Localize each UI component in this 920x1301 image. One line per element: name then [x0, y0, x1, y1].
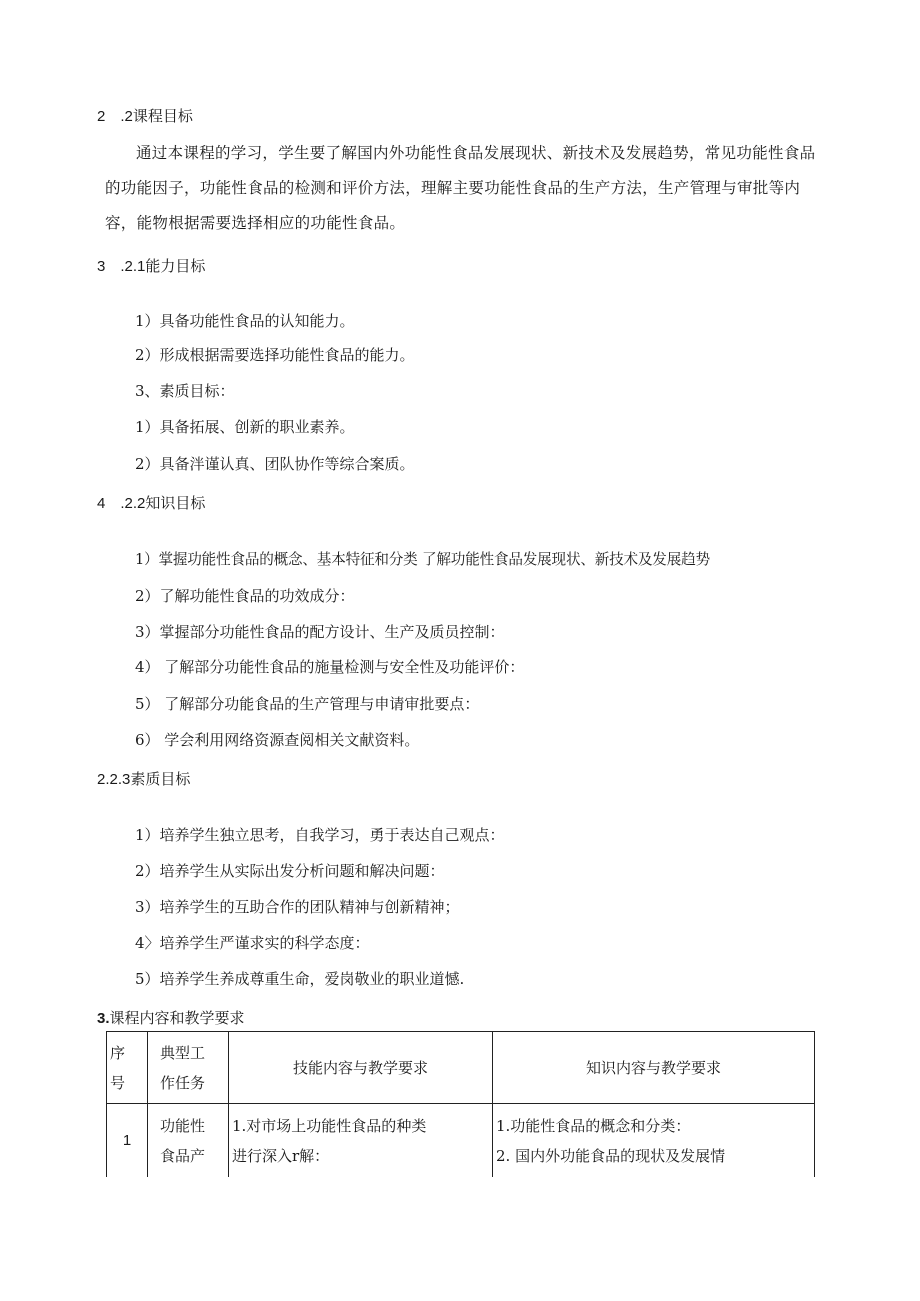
section-2-2-1-heading — [97, 256, 205, 277]
list-item: 4） 了解部分功能性食品的施量检测与安全性及功能评价： — [135, 658, 525, 676]
list-item: 1）掌握功能性食品的概念、基本特征和分类 了解功能性食品发展现状、新技术及发展趋势 — [135, 551, 710, 568]
section-2-2-1-title: 能力目标 — [145, 257, 206, 275]
list-item: 5） 了解部分功能食品的生产管理与申请审批要点： — [135, 695, 480, 713]
header-task-line2: 作任务 — [160, 1074, 206, 1092]
list-item: 5）培养学生养成尊重生命，爱岗敬业的职业道憾. — [135, 970, 465, 988]
row-knowledge-line1: 1.功能性食品的概念和分类： — [496, 1117, 691, 1135]
list-item: 2）具备泮谨认真、团队协作等综合案质。 — [135, 455, 415, 473]
section-3-heading — [97, 1008, 245, 1029]
section-2-2-3-number: 2.2.3 — [97, 771, 131, 788]
row-seq-value: 1 — [122, 1132, 132, 1150]
row-knowledge — [493, 1104, 815, 1177]
list-item: 1）培养学生独立思考，自我学习，勇于表达自己观点： — [135, 826, 505, 844]
row-skill-line2: 进行深入r解： — [232, 1147, 330, 1165]
row-task-line2: 食品产 — [160, 1147, 206, 1165]
list-item: 4〉培养学生严谨求实的科学态度： — [135, 934, 370, 952]
list-item: 3、素质目标： — [135, 382, 235, 400]
list-item: 3）培养学生的互助合作的团队精神与创新精神； — [135, 898, 460, 916]
row-knowledge-line2: 2. 国内外功能食品的现状及发展情 — [496, 1147, 726, 1165]
row-skill-line1: 1.对市场上功能性食品的种类 — [232, 1117, 427, 1135]
header-task-line1: 典型工 — [160, 1044, 206, 1062]
section-2-2-1-number: 3 .2.1 — [97, 258, 146, 275]
row-skill — [229, 1104, 493, 1177]
section-2-2-paragraph: 通过本课程的学习，学生要了解国内外功能性食品发展现状、新技术及发展趋势，常见功能性食品的功能因子，功能性食品的检测和评价方法，理解主要功能性食品的生产方法，生产管理与审批等内容，能物根据需要选择相应的功能性食品。 — [105, 144, 816, 232]
list-item: 2）培养学生从实际出发分析问题和解决问题： — [135, 862, 445, 880]
table-header-row — [107, 1032, 815, 1104]
curriculum-table — [106, 1031, 815, 1177]
list-item: 2）形成根据需要选择功能性食品的能力。 — [135, 346, 415, 364]
row-task — [148, 1104, 229, 1177]
header-seq-line1: 序 — [110, 1044, 126, 1062]
section-2-2-number: 2 .2 — [97, 108, 133, 125]
table-row — [107, 1104, 815, 1177]
row-task-line1: 功能性 — [160, 1117, 206, 1135]
header-seq-line2: 号 — [110, 1074, 126, 1092]
list-item: 6） 学会利用网络资源查阅相关文献资料。 — [135, 731, 420, 749]
section-3-number: 3. — [97, 1010, 110, 1027]
header-task — [148, 1032, 229, 1104]
list-item: 2）了解功能性食品的功效成分： — [135, 587, 355, 605]
list-item: 3）掌握部分功能性食品的配方设计、生产及质员控制： — [135, 623, 505, 641]
header-seq — [107, 1032, 148, 1104]
section-2-2-2-title: 知识目标 — [145, 494, 206, 512]
section-2-2-3-title: 素质目标 — [130, 770, 191, 788]
section-2-2-title: 课程目标 — [132, 107, 193, 125]
section-3-title: 课程内容和教学要求 — [109, 1009, 245, 1027]
section-2-2-3-heading — [97, 769, 190, 790]
section-2-2-heading — [97, 106, 193, 127]
list-item: 1）具备拓展、创新的职业素养。 — [135, 418, 355, 436]
section-2-2-2-heading — [97, 493, 205, 514]
row-seq — [107, 1104, 148, 1177]
header-knowledge: 知识内容与教学要求 — [493, 1032, 815, 1104]
header-skill: 技能内容与教学要求 — [229, 1032, 493, 1104]
list-item: 1）具备功能性食品的认知能力。 — [135, 312, 355, 330]
section-2-2-2-number: 4 .2.2 — [97, 495, 146, 512]
